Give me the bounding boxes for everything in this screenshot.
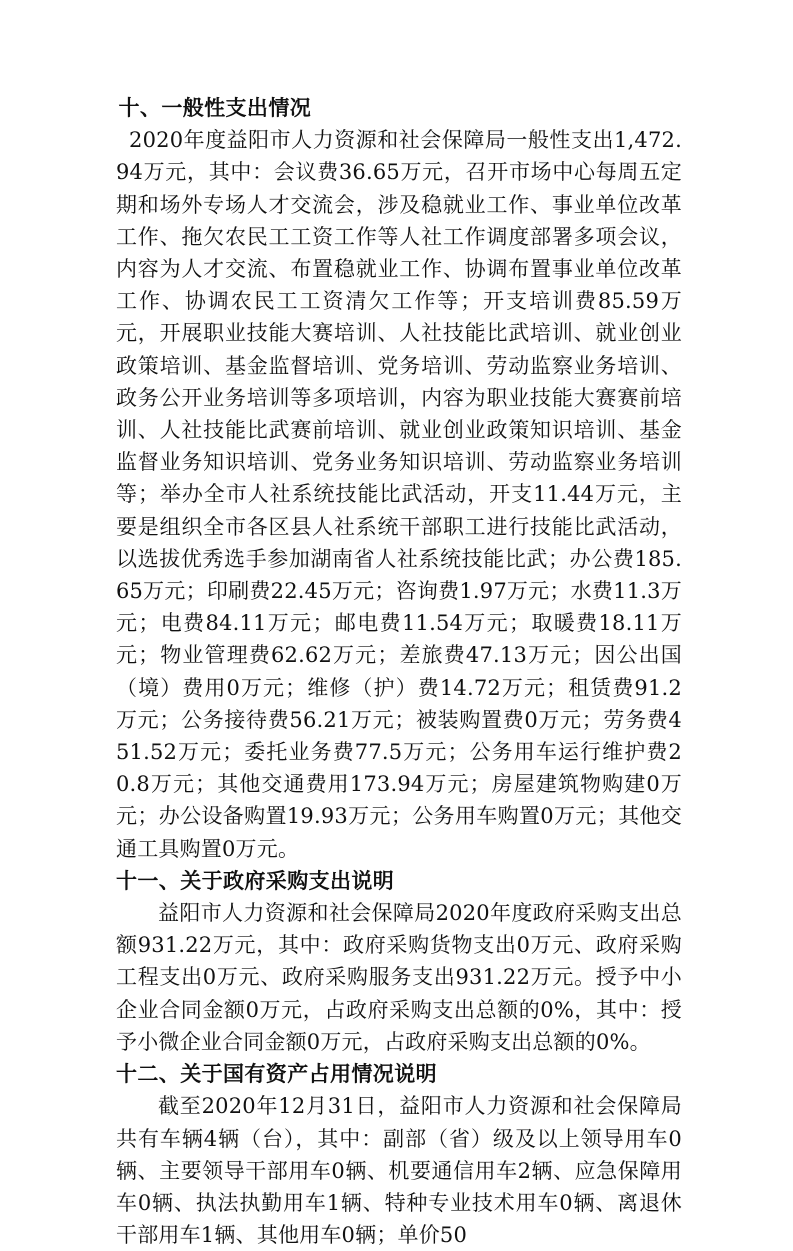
document-body	[116, 92, 682, 1251]
section-heading-state-assets: 十二、关于国有资产占用情况说明	[116, 1062, 437, 1087]
section-heading-general-expenditure: 十、一般性支出情况	[118, 96, 312, 120]
section-paragraph-general-expenditure: 2020年度益阳市人力资源和社会保障局一般性支出1,472.94万元，其中：会议费36.65万元，召开市场中心每周五定期和场外专场人才交流会，涉及稳就业工作、事业单位改革工作、拖欠农民工工资工作等人社工作调度部署多项会议，内容为人才交流、布置稳就业工作、协调布置事业单位改革工作、协调农民工工资清欠工作等；开支培训费85.59万元，开展职业技能大赛培训、人社技能比武培训、就业创业政策培训、基金监督培训、党务培训、劳动监察业务培训、政务公开业务培训等多项培训，内容为职业技能大赛赛前培训、人社技能比武赛前培训、就业创业政策知识培训、基金监督业务知识培训、党务业务知识培训、劳动监察业务培训等；举办全市人社系统技能比武活动，开支11.44万元，主要是组织全市各区县人社系统干部职工进行技能比武活动，以选拔优秀选手参加湖南省人社系统技能比武；办公费185.65万元；印刷费22.45万元；咨询费1.97万元；水费11.3万元；电费84.11万元；邮电费11.54万元；取暖费18.11万元；物业管理费62.62万元；差旅费47.13万元；因公出国（境）费用0万元；维修（护）费14.72万元；租赁费91.2万元；公务接待费56.21万元；被装购置费0万元；劳务费451.52万元；委托业务费77.5万元；公务用车运行维护费20.8万元；其他交通费用173.94万元；房屋建筑物购建0万元；办公设备购置19.93万元；公务用车购置0万元；其他交通工具购置0万元。	[116, 128, 682, 861]
section-paragraph-state-assets: 截至2020年12月31日，益阳市人力资源和社会保障局共有车辆4辆（台），其中：副部（省）级及以上领导用车0辆、主要领导干部用车0辆、机要通信用车2辆、应急保障用车0辆、执法执勤用车1辆、特种专业技术用车0辆、离退休干部用车1辆、其他用车0辆；单价50	[116, 1094, 682, 1248]
section-heading-government-procurement: 十一、关于政府采购支出说明	[116, 868, 395, 893]
section-paragraph-government-procurement: 益阳市人力资源和社会保障局2020年度政府采购支出总额931.22万元，其中：政府采购货物支出0万元、政府采购工程支出0万元、政府采购服务支出931.22万元。授予中小企业合同金额0万元，占政府采购支出总额的0%，其中：授予小微企业合同金额0万元，占政府采购支出总额的0%。	[116, 901, 682, 1054]
